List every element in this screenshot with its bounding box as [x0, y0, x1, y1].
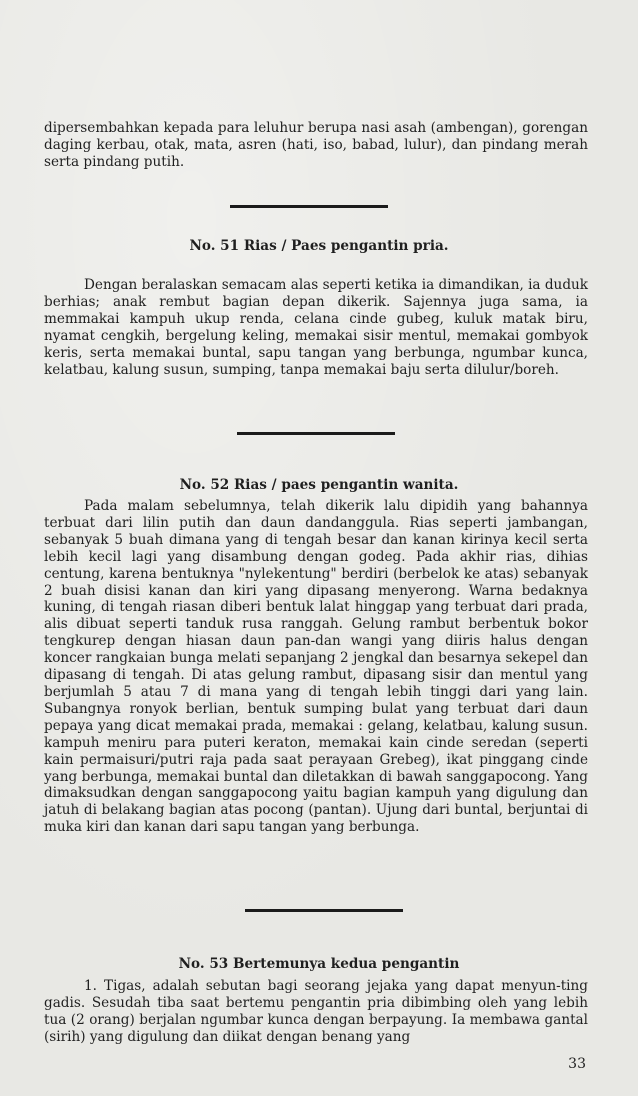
section-51-heading: No. 51 Rias / Paes pengantin pria. — [189, 238, 449, 254]
section-divider — [245, 909, 403, 912]
page-number: 33 — [568, 1056, 586, 1072]
section-divider — [230, 205, 388, 208]
section-51-body: Dengan beralaskan semacam alas seperti ketika ia dimandikan, ia duduk berhias; anak rembut bagian depan dikerik. Sajennya juga sama, ia memmakai kampuh ukup renda, celana cinde gubeg, kuluk matak biru, nyamat cengkih, bergelung keling, memakai sisir mentul, memakai gombyok keris, serta memakai buntal, sapu tangan yang berbunga, ngumbar kunca, kelatbau, kalung susun, sumping, tanpa memakai baju serta dilulur/boreh. — [44, 277, 589, 378]
intro-paragraph: dipersembahkan kepada para leluhur berupa nasi asah (ambengan), gorengan daging kerbau, otak, mata, asren (hati, iso, babad, lulur), dan pindang merah serta pindang putih. — [44, 120, 588, 170]
section-52-heading: No. 52 Rias / paes pengantin wanita. — [179, 477, 459, 493]
section-53-body: 1. Tigas, adalah sebutan bagi seorang jejaka yang dapat menyun-ting gadis. Sesudah tiba saat bertemu pengantin pria dibimbing oleh yang lebih tua (2 orang) berjalan ngumbar kunca dengan berpayung. Ia membawa gantal (sirih) yang digulung dan diikat dengan benang yang — [44, 978, 588, 1045]
section-53-heading: No. 53 Bertemunya kedua pengantin — [178, 956, 460, 972]
section-divider — [237, 432, 395, 435]
section-52-body: Pada malam sebelumnya, telah dikerik lalu dipidih yang bahannya terbuat dari lilin putih dan daun dandanggula. Rias seperti jambangan, sebanyak 5 buah dimana yang di tengah besar dan kanan kirinya kecil serta lebih kecil lagi yang disambung dengan godeg. Pada akhir rias, dihias centung, karena bentuknya "nylekentung" berdiri (berbelok ke atas) sebanyak 2 buah disisi kanan dan kiri yang dipasang menyerong. Warna bedaknya kuning, di tengah riasan diberi bentuk lalat hinggap yang terbuat dari prada, alis dibuat seperti tanduk rusa ranggah. Gelung rambut berbentuk bokor tengkurep dengan hiasan daun pan-dan wangi yang diiris halus dengan koncer rangkaian bunga melati sepanjang 2 jengkal dan besarnya sekepel dan dipasang di tengah. Di atas gelung rambut, dipasang sisir dan mentul yang berjumlah 5 atau 7 di mana yang di tengah lebih tinggi dari yang lain. Subangnya ronyok berlian, bentuk sumping bulat yang terbuat dari daun pepaya yang dicat memakai prada, memakai : gelang, kelatbau, kalung susun. kampuh meniru para puteri keraton, memakai kain cinde seredan (seperti kain permaisuri/putri raja pada saat perayaan Grebeg), ikat pinggang cinde yang berbunga, memakai buntal dan diletakkan di bawah sanggapocong. Yang dimaksudkan dengan sanggapocong yaitu bagian kampuh yang digulung dan jatuh di belakang bagian atas pocong (pantan). Ujung dari buntal, berjuntai di muka kiri dan kanan dari sapu tangan yang berbunga. — [44, 498, 588, 836]
